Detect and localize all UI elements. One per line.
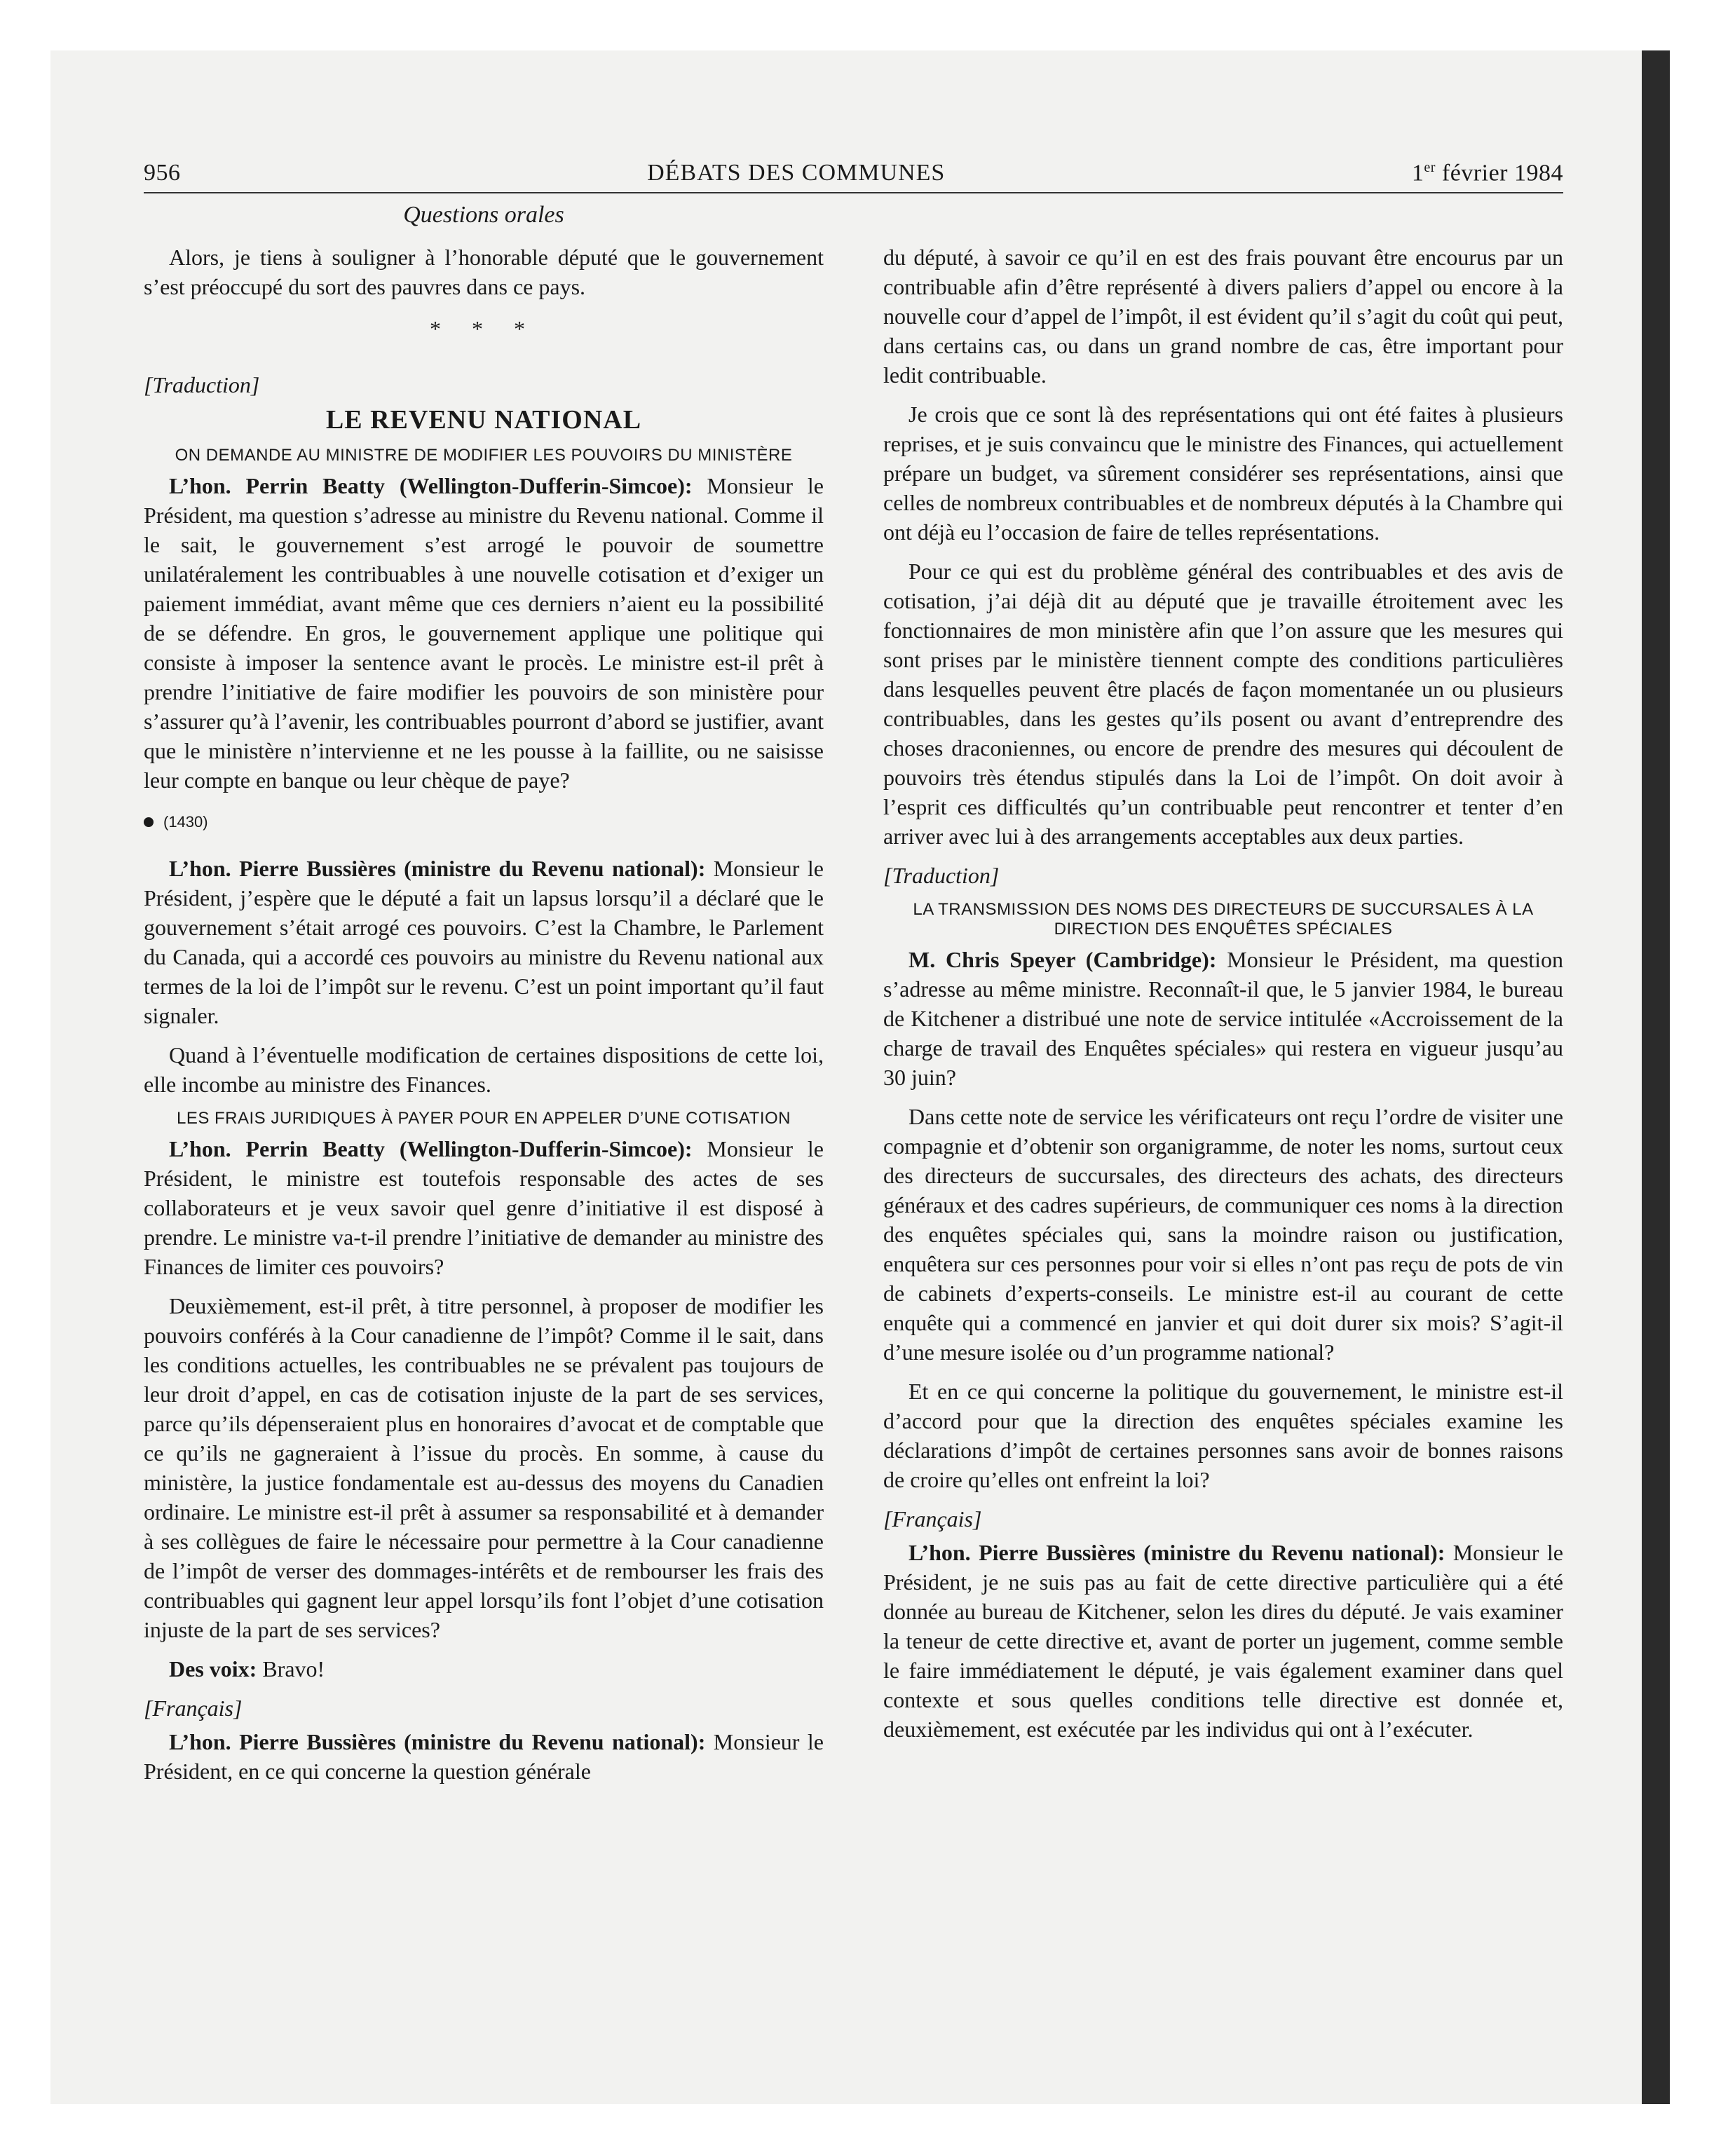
paragraph: Alors, je tiens à souligner à l’honorable député que le gouvernement s’est préoccupé du sort des pauvres dans ce pays.: [144, 245, 824, 300]
section-label: Questions orales: [403, 202, 564, 228]
language-tag: [Français]: [883, 1506, 982, 1532]
paragraph: Quand à l’éventuelle modification de certaines dispositions de cette loi, elle incombe au ministre des Finances.: [144, 1042, 824, 1098]
date-rest: février 1984: [1441, 160, 1563, 186]
answer-paragraph: [144, 854, 824, 1030]
answer-paragraph: [144, 1727, 824, 1786]
main-heading: LE REVENU NATIONAL: [325, 405, 642, 435]
document-page: [144, 153, 1563, 1796]
speech-text: Monsieur le Président, le ministre est toutefois responsable des actes de ses collaborateurs et je veux savoir quel genre d’initiative il est disposé à prendre. Le ministre va-t-il prendre l’initiative de demander au ministre des Finances de limiter ces pouvoirs?: [144, 1136, 824, 1280]
scan-edge-shadow: [1642, 50, 1670, 2104]
date-day: 1: [1411, 160, 1424, 186]
subheading: LES FRAIS JURIDIQUES À PAYER POUR EN APPELER D’UNE COTISATION: [176, 1109, 791, 1128]
right-column: [883, 243, 1563, 1796]
date-superscript: er: [1424, 160, 1436, 175]
bullet-icon: [144, 817, 154, 827]
paragraph: Et en ce qui concerne la politique du gouvernement, le ministre est-il d’accord pour que la direction des enquêtes spéciales examine les déclarations d’impôt de certaines personnes sans avoir de bonnes raisons de croire qu’elles ont enfreint la loi?: [883, 1379, 1563, 1493]
paragraph: Pour ce qui est du problème général des contribuables et des avis de cotisation, j’ai déjà dit au député que je travaille étroitement avec les fonctionnaires de mon ministère afin que l’on assure que les mesures qui sont prises par le ministère tiennent compte des conditions particulières dans lesquelles peuvent être placés de façon momentanée un ou plusieurs contribuables, dans les gestes qu’ils posent ou avant d’entreprendre des choses draconiennes, ou encore de prendre des mesures qui découlent de pouvoirs très étendus stipulés dans la Loi de l’impôt. On doit avoir à l’esprit ces difficultés qu’un contribuable peut rencontrer et tenter d’en arriver avec lui à des arrangements acceptables aux deux parties.: [883, 559, 1563, 850]
language-tag: [Français]: [144, 1696, 243, 1721]
paragraph: du député, à savoir ce qu’il en est des frais pouvant être encourus par un contribuable afin d’être représenté à divers paliers d’appel ou encore à la nouvelle cour d’appel de l’impôt, il est évident qu’il s’agit du coût qui peut, dans certains cas, ou dans un grand nombre de cas, être important pour ledit contribuable.: [883, 245, 1563, 388]
publication-date: [1412, 153, 1563, 188]
subheading: LA TRANSMISSION DES NOMS DES DIRECTEURS DE SUCCURSALES À LA DIRECTION DES ENQUÊTES SPÉCIALES: [913, 900, 1534, 939]
speech-text: Monsieur le Président, en ce qui concerne la question générale: [144, 1729, 824, 1785]
page-header: [144, 153, 1563, 193]
section-separator: * * *: [430, 316, 538, 342]
language-tag: [Traduction]: [144, 372, 260, 398]
answer-paragraph: [883, 1538, 1563, 1744]
speech-text: Monsieur le Président, ma question s’adresse au ministre du Revenu national. Comme il le sait, le gouvernement s’est arrogé le pouvoir de soumettre unilatéralement les contribuables à une nouvelle cotisation et d’exiger un paiement immédiat, avant même que ces derniers n’aient eu la possibilité de se défendre. En gros, le gouvernement applique une politique qui consiste à imposer la sentence avant le procès. Le ministre est-il prêt à prendre l’initiative de faire modifier les pouvoirs de son ministère pour s’assurer qu’à l’avenir, les contribuables pourront d’abord se justifier, avant que le ministère n’intervienne et ne les pousse à la faillite, ou ne saisisse leur compte en banque ou leur chèque de paye?: [144, 473, 824, 793]
question-paragraph: [144, 1134, 824, 1281]
speaker-name: L’hon. Pierre Bussières (ministre du Revenu national):: [169, 1729, 706, 1755]
speaker-name: Des voix:: [169, 1656, 257, 1682]
publication-title: DÉBATS DES COMMUNES: [647, 160, 946, 186]
paragraph: Deuxièmement, est-il prêt, à titre personnel, à proposer de modifier les pouvoirs conférés à la Cour canadienne de l’impôt? Comme il le sait, dans les conditions actuelles, les contribuables ne se prévalent pas toujours de leur droit d’appel, en cas de cotisation injuste de la part de ses services, parce qu’ils dépenseraient plus en honoraires d’avocat et de comptable que ce qu’ils ne gagneraient à l’issue du procès. En somme, à cause du ministère, la justice fondamentale est au-dessus des moyens du Canadien ordinaire. Le ministre est-il prêt à assumer sa responsabilité et à demander à ses collègues de faire le nécessaire pour permettre à la Cour canadienne de l’impôt de verser des dommages-intérêts et de rembourser les frais des contribuables qui gagnent leur appel lorsqu’ils font l’objet d’une cotisation injuste de la part de ses services?: [144, 1293, 824, 1643]
speaker-name: L’hon. Pierre Bussières (ministre du Revenu national):: [909, 1540, 1445, 1566]
question-paragraph: [883, 945, 1563, 1092]
interjection-paragraph: [144, 1654, 824, 1684]
speech-text: Monsieur le Président, ma question s’adresse au même ministre. Reconnaît-il que, le 5 janvier 1984, le bureau de Kitchener a distribué une note de service intitulée «Accroissement de la charge de travail des Enquêtes spéciales» qui restera en vigueur jusqu’au 30 juin?: [883, 947, 1564, 1091]
speech-text: Monsieur le Président, je ne suis pas au fait de cette directive particulière qui a été donnée au bureau de Kitchener, selon les dires du député. Je vais examiner la teneur de cette directive et, avant de porter un jugement, comme semble le faire immédiatement le député, je vais également examiner dans quel contexte et sous quelles conditions telle directive est donnée et, deuxièmement, est exécutée par les individus qui ont à l’exécuter.: [883, 1540, 1563, 1742]
time-marker: [144, 807, 824, 837]
paragraph: Je crois que ce sont là des représentations qui ont été faites à plusieurs reprises, et je suis convaincu que le ministre des Finances, qui actuellement prépare un budget, va sûrement considérer ses représentations, ainsi que celles de nombreux contribuables et de nombreux députés à la Chambre qui ont déjà eu l’occasion de faire de telles représentations.: [883, 402, 1563, 545]
page-number: 956: [144, 160, 181, 186]
speaker-name: L’hon. Pierre Bussières (ministre du Revenu national):: [169, 856, 706, 882]
speaker-name: L’hon. Perrin Beatty (Wellington-Dufferin-Simcoe):: [169, 1136, 693, 1162]
two-column-body: [144, 243, 1563, 1796]
speaker-name: L’hon. Perrin Beatty (Wellington-Dufferin-Simcoe):: [169, 473, 693, 499]
speech-text: Monsieur le Président, j’espère que le député a fait un lapsus lorsqu’il a déclaré que le gouvernement s’était arrogé ces pouvoirs. C’est la Chambre, le Parlement du Canada, qui a accordé ces pouvoirs au ministre du Revenu national aux termes de la loi de l’impôt sur le revenu. C’est un point important qu’il faut signaler.: [144, 856, 824, 1029]
paragraph: Dans cette note de service les vérificateurs ont reçu l’ordre de visiter une compagnie et d’obtenir son organigramme, de noter les noms, surtout ceux des directeurs de succursales, des directeurs des achats, des directeurs généraux et des cadres supérieurs, de communiquer ces noms à la direction des enquêtes spéciales qui, sans la moindre raison ou justification, enquêtera sur ces personnes pour voir si elles n’ont pas reçu de pots de vin de cabinets d’experts-conseils. Le ministre est-il au courant de cette enquête qui a commencé en janvier et qui doit durer six mois? S’agit-il d’une mesure isolée ou d’un programme national?: [883, 1104, 1563, 1365]
language-tag: [Traduction]: [883, 863, 1000, 889]
question-paragraph: [144, 471, 824, 795]
speech-text: Bravo!: [257, 1656, 325, 1682]
speaker-name: M. Chris Speyer (Cambridge):: [909, 947, 1217, 973]
left-column: [144, 243, 824, 1796]
subheading: ON DEMANDE AU MINISTRE DE MODIFIER LES POUVOIRS DU MINISTÈRE: [175, 446, 793, 465]
time-marker-text: (1430): [163, 813, 208, 831]
